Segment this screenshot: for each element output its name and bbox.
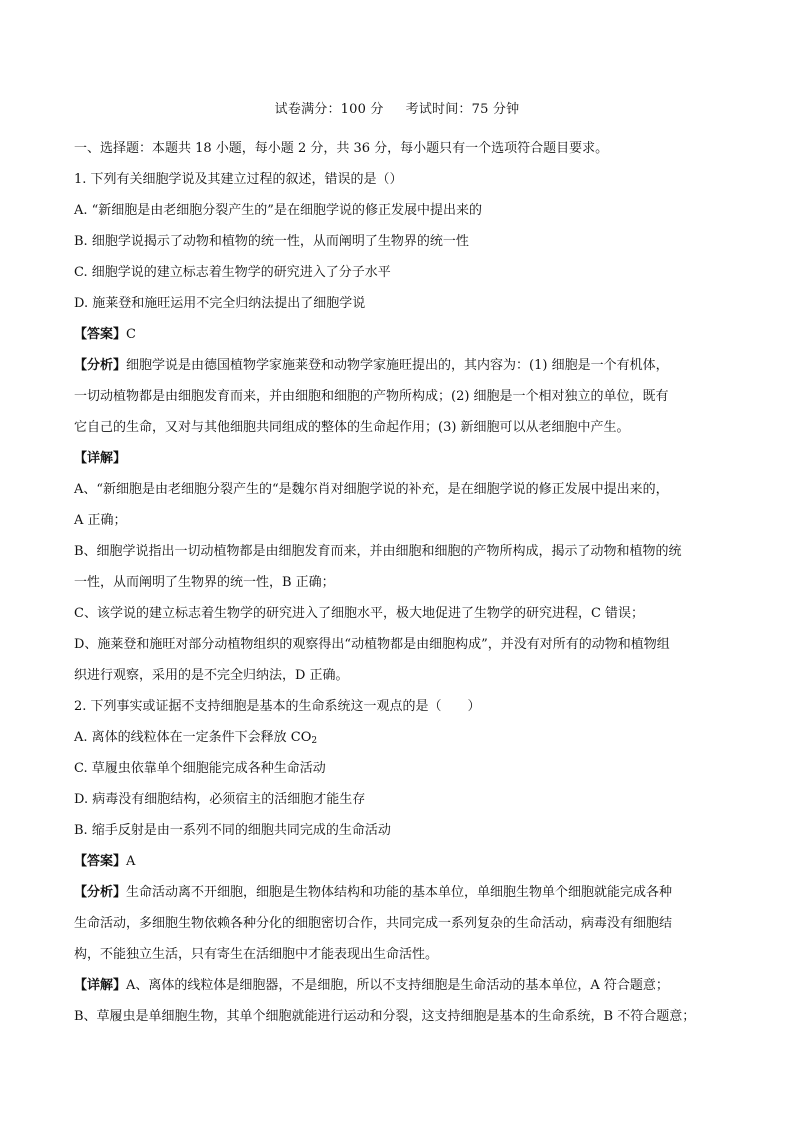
full-score-text: 试卷满分：100 分 — [274, 102, 384, 117]
question-1-analysis-line: 一切动植物都是由细胞发育而来，并由细胞和细胞的产物所构成；(2) 细胞是一个相对独立的单位，既有 — [74, 389, 669, 404]
detail-text: A、离体的线粒体是细胞器，不是细胞，所以不支持细胞是生命活动的基本单位，A 符合题意； — [126, 978, 669, 993]
question-2-option-a — [74, 729, 724, 760]
detail-label: 【详解】 — [74, 451, 127, 466]
document-body — [74, 140, 724, 1039]
question-1-detail-label — [74, 450, 724, 481]
question-2-option-d: D. 病毒没有细胞结构，必须宿主的活细胞才能生存 — [74, 792, 366, 807]
section-title: 一、选择题：本题共 18 小题，每小题 2 分，共 36 分，每小题只有一个选项符合题目要求。 — [74, 141, 609, 156]
analysis-text: 生命活动离不开细胞，细胞是生物体结构和功能的基本单位，单细胞生物单个细胞就能完成各种 — [126, 885, 673, 900]
detail-label: 【详解】 — [74, 978, 127, 993]
question-1-detail-line: B、细胞学说指出一切动植物都是由细胞发育而来，并由细胞和细胞的产物所构成，揭示了动物和植物的统 — [74, 544, 682, 559]
question-1-detail-line: D、施莱登和施旺对部分动植物组织的观察得出“动植物都是由细胞构成”，并没有对所有的动物和植物组 — [74, 637, 670, 652]
option-a-text: A. 离体的线粒体在一定条件下会释放 CO — [74, 730, 312, 745]
question-1-detail-line: 一性，从而阐明了生物界的统一性，B 正确； — [74, 575, 335, 590]
answer-value: A — [126, 854, 136, 869]
question-1-detail-line: A 正确； — [74, 513, 127, 528]
answer-label: 【答案】 — [74, 327, 127, 342]
question-1-detail-line: C、该学说的建立标志着生物学的研究进入了细胞水平，极大地促进了生物学的研究进程，C 错误； — [74, 606, 645, 621]
co2-subscript: 2 — [311, 736, 318, 746]
question-2-answer — [74, 853, 724, 884]
answer-label: 【答案】 — [74, 854, 127, 869]
exam-header — [0, 98, 794, 117]
question-1-detail-line: 织进行观察，采用的是不完全归纳法，D 正确。 — [74, 668, 349, 683]
question-1-answer — [74, 326, 724, 357]
question-2-stem: 2. 下列事实或证据不支持细胞是基本的生命系统这一观点的是（ ） — [74, 699, 481, 714]
question-2-analysis-line — [74, 884, 724, 915]
analysis-text: 细胞学说是由德国植物学家施莱登和动物学家施旺提出的，其内容为：(1) 细胞是一个有机体， — [126, 358, 669, 373]
question-2-analysis-line: 生命活动，多细胞生物依赖各种分化的细胞密切合作，共同完成一系列复杂的生命活动，病毒没有细胞结 — [74, 916, 673, 931]
question-1-stem: 1. 下列有关细胞学说及其建立过程的叙述，错误的是（） — [74, 172, 403, 187]
question-1-analysis-line — [74, 357, 724, 388]
question-2-option-c: C. 草履虫依靠单个细胞能完成各种生命活动 — [74, 761, 326, 776]
analysis-label: 【分析】 — [74, 358, 127, 373]
question-1-option-c: C. 细胞学说的建立标志着生物学的研究进入了分子水平 — [74, 265, 391, 280]
analysis-label: 【分析】 — [74, 885, 127, 900]
question-2-detail-line — [74, 977, 724, 1008]
question-1-analysis-line: 它自己的生命，又对与其他细胞共同组成的整体的生命起作用；(3) 新细胞可以从老细胞中产生。 — [74, 420, 630, 435]
exam-time-text: 考试时间：75 分钟 — [405, 102, 520, 117]
question-2-option-b: B. 缩手反射是由一系列不同的细胞共同完成的生命活动 — [74, 823, 391, 838]
question-2-analysis-line: 构，不能独立生活，只有寄生在活细胞中才能表现出生命活性。 — [74, 947, 439, 962]
answer-value: C — [126, 327, 136, 342]
question-1-option-d: D. 施莱登和施旺运用不完全归纳法提出了细胞学说 — [74, 296, 366, 311]
question-1-detail-line: A、“新细胞是由老细胞分裂产生的“是魏尔肖对细胞学说的补充，是在细胞学说的修正发展中提出来的， — [74, 482, 669, 497]
question-1-option-a: A. “新细胞是由老细胞分裂产生的”是在细胞学说的修正发展中提出来的 — [74, 203, 482, 218]
question-1-option-b: B. 细胞学说揭示了动物和植物的统一性，从而阐明了生物界的统一性 — [74, 234, 469, 249]
question-2-detail-line: B、草履虫是单细胞生物，其单个细胞就能进行运动和分裂，这支持细胞是基本的生命系统，B 不符合题意； — [74, 1009, 696, 1024]
